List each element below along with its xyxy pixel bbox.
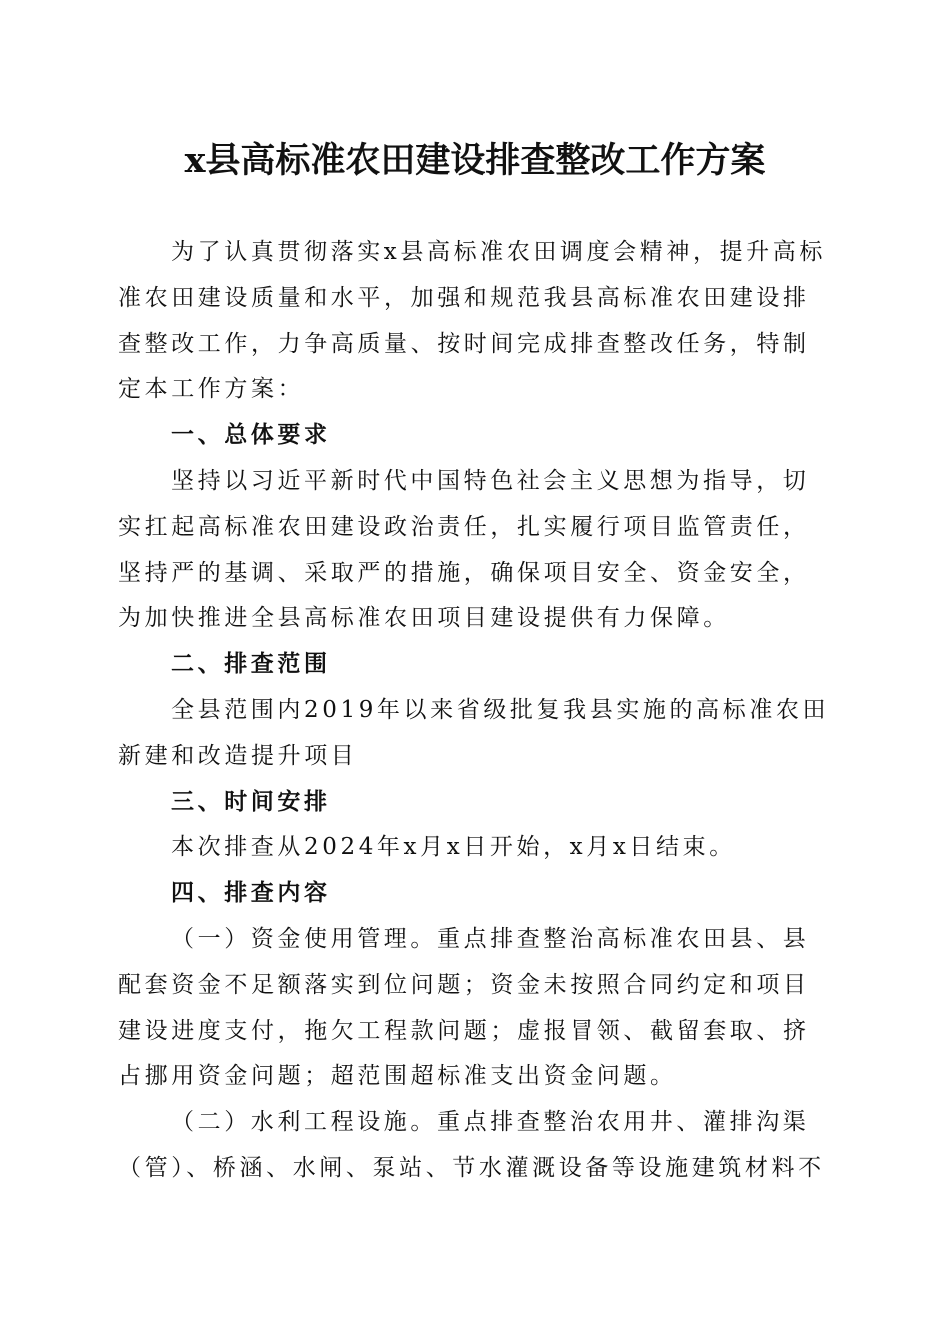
content-item-funds-lead: （一）资金使用管理。 <box>171 925 437 952</box>
intro-paragraph: 为了认真贯彻落实x县高标准农田调度会精神，提升高标准农田建设质量和水平，加强和规范我县高标准农田建设排查整改工作，力争高质量、按时间完成排查整改任务，特制定本工作方案： <box>118 239 826 403</box>
section-text-overall-requirements: 坚持以习近平新时代中国特色社会主义思想为指导，切实扛起高标准农田建设政治责任，扎实履行项目监管责任，坚持严的基调、采取严的措施，确保项目安全、资金安全，为加快推进全县高标准农田项目建设提供有力保障。 <box>118 467 810 632</box>
section-heading-scope: 二、排查范围 <box>171 651 331 678</box>
section-heading-schedule: 三、时间安排 <box>171 788 331 815</box>
section-text-scope: 全县范围内2019年以来省级批复我县实施的高标准农田新建和改造提升项目 <box>118 696 830 769</box>
content-item-funds-text: 重点排查整治高标准农田县、县配套资金不足额落实到位问题；资金未按照合同约定和项目建设进度支付，拖欠工程款问题；虚报冒领、截留套取、挤占挪用资金问题；超范围超标准支出资金问题。 <box>118 925 810 1090</box>
section-text-schedule: 本次排查从2024年x月x日开始，x月x日结束。 <box>171 834 736 861</box>
section-heading-content: 四、排查内容 <box>171 880 331 907</box>
document-title: x县高标准农田建设排查整改工作方案 <box>184 140 766 181</box>
content-item-water <box>118 1100 830 1192</box>
content-item-water-text: 重点排查整治农用井、灌排沟渠（管）、桥涵、水闸、泵站、节水灌溉设备等设施建筑材料不 <box>118 1109 825 1181</box>
section-heading-overall-requirements: 一、总体要求 <box>171 422 331 449</box>
content-item-funds <box>118 917 830 1100</box>
content-item-water-lead: （二）水利工程设施。 <box>171 1109 437 1136</box>
document-body <box>118 230 830 1192</box>
